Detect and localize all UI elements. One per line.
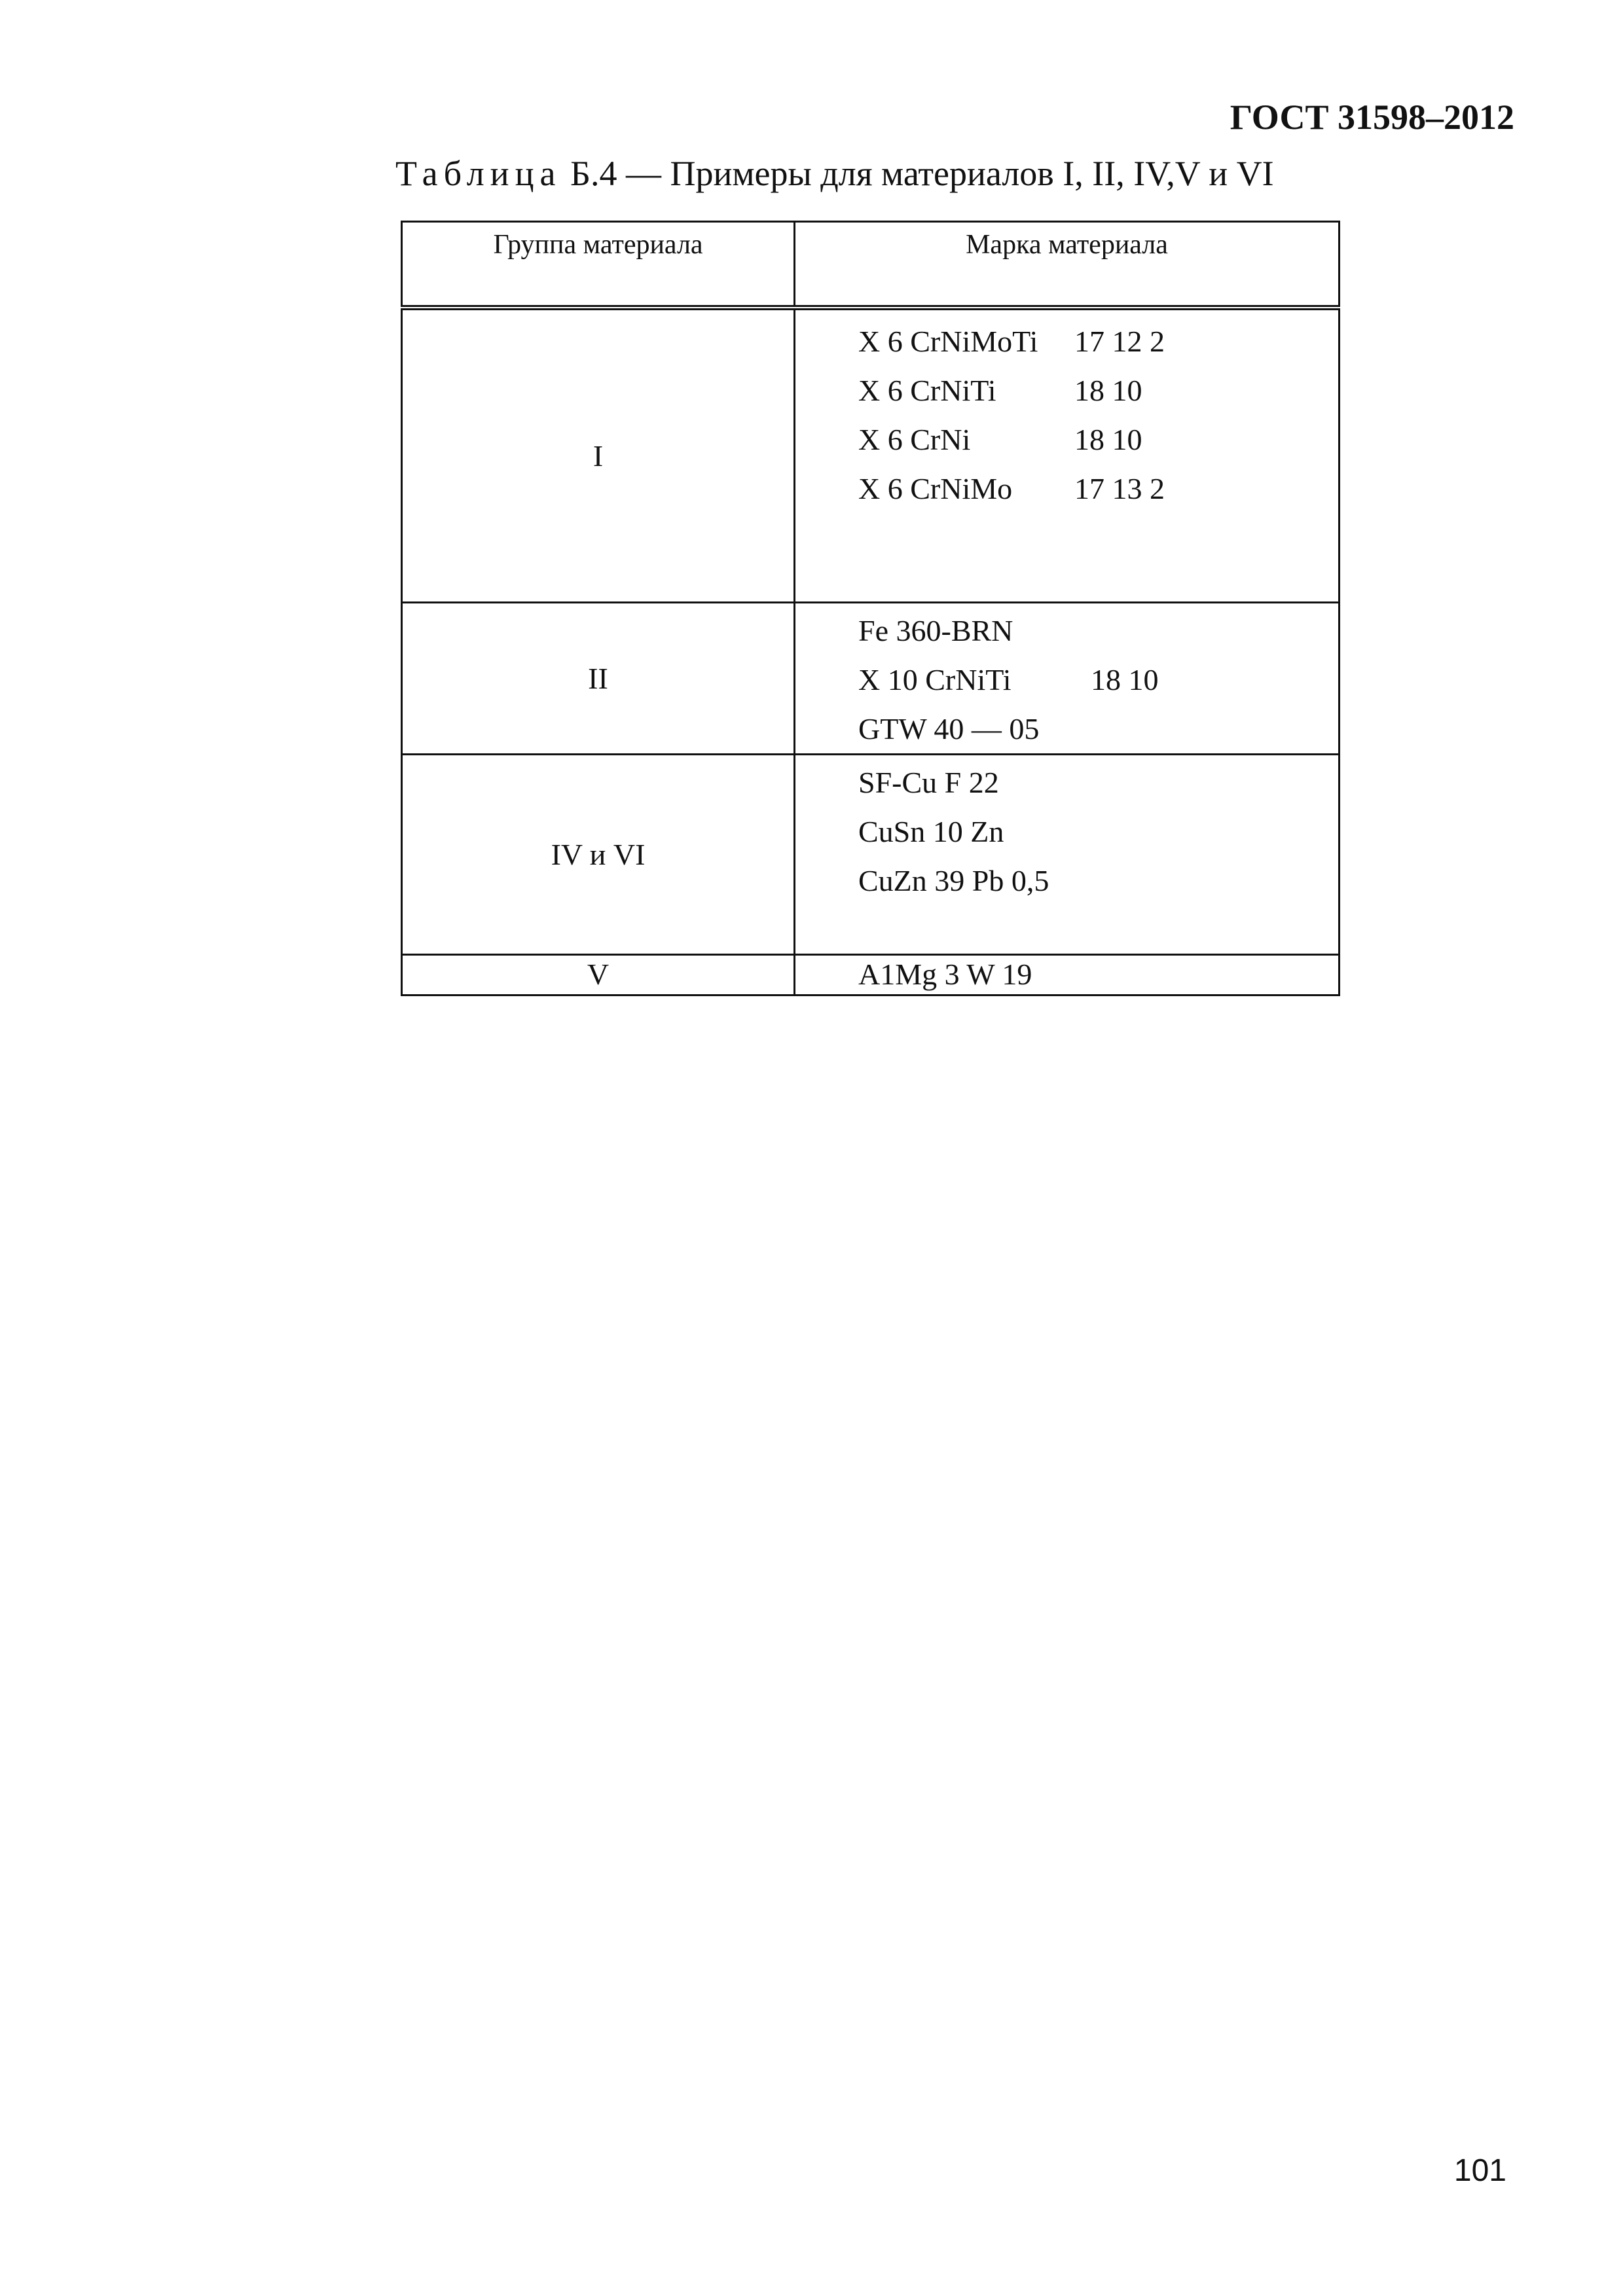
table-row (402, 754, 1340, 954)
material-grade-cell (795, 602, 1340, 754)
grade-name: CuZn 39 Pb 0,5 (858, 863, 1049, 897)
table-caption (395, 156, 1274, 191)
column-header-grade: Марка материала (795, 222, 1340, 308)
grade-line (858, 366, 1338, 415)
material-group-cell: IV и VI (402, 754, 795, 954)
grade-name: X 6 CrNi (858, 423, 971, 456)
grade-name: X 6 CrNiTi (858, 374, 996, 407)
grade-spec: 18 10 (1074, 423, 1142, 456)
grade-name: CuSn 10 Zn (858, 814, 1004, 848)
table-caption-text: Б.4 — Примеры для материалов I, II, IV,V и VI (570, 154, 1274, 193)
grade-name: SF-Cu F 22 (858, 765, 999, 799)
table-caption-label: Таблица (395, 154, 562, 193)
table-row (402, 308, 1340, 602)
grade-name: A1Mg 3 W 19 (858, 958, 1032, 991)
grade-line (858, 606, 1338, 655)
material-grade-cell (795, 754, 1340, 954)
grade-line (858, 655, 1338, 704)
table-header-row (402, 222, 1340, 308)
grade-name: GTW 40 — 05 (858, 711, 1040, 745)
materials-table (401, 221, 1340, 996)
grade-spec: 18 10 (1091, 662, 1159, 696)
column-header-group: Группа материала (402, 222, 795, 308)
grade-spec: 17 13 2 (1074, 472, 1165, 505)
grade-name: Fe 360-BRN (858, 613, 1013, 647)
table-row (402, 602, 1340, 754)
material-grade-cell (795, 308, 1340, 602)
document-code: ГОСТ 31598–2012 (1230, 98, 1514, 137)
grade-line (858, 758, 1338, 807)
grade-name: X 6 CrNiMo (858, 472, 1013, 505)
material-group-cell: V (402, 954, 795, 995)
table-row (402, 954, 1340, 995)
grade-line (858, 807, 1338, 856)
grade-line (858, 464, 1338, 513)
grade-spec: 17 12 2 (1074, 325, 1165, 358)
grade-line (858, 856, 1338, 905)
grade-line (858, 317, 1338, 366)
grade-line (858, 704, 1338, 753)
material-grade-cell (795, 954, 1340, 995)
grade-line (858, 956, 1338, 993)
grade-spec: 18 10 (1074, 374, 1142, 407)
material-group-cell: I (402, 308, 795, 602)
grade-line (858, 415, 1338, 464)
grade-name: X 6 CrNiMoTi (858, 325, 1038, 358)
grade-name: X 10 CrNiTi (858, 662, 1012, 696)
material-group-cell: II (402, 602, 795, 754)
page-number: 101 (1453, 2153, 1506, 2188)
